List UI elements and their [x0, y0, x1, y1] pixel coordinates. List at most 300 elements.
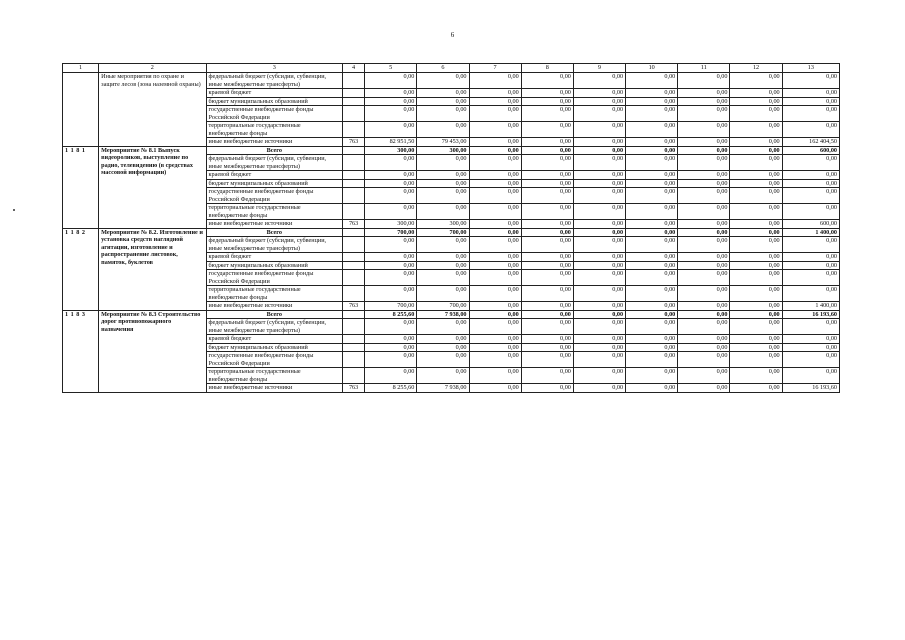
year-value: 0,00: [730, 179, 782, 188]
year-value: 0,00: [626, 368, 678, 384]
total-value: 600,00: [782, 146, 839, 155]
year-value: 0,00: [417, 122, 469, 138]
year-value: 0,00: [469, 335, 521, 344]
year-value: 0,00: [417, 171, 469, 180]
year-value: 0,00: [573, 89, 625, 98]
year-value: 0,00: [417, 179, 469, 188]
total-value: 1 400,00: [782, 302, 839, 311]
year-value: 0,00: [573, 237, 625, 253]
year-value: 0,00: [730, 122, 782, 138]
year-value: 0,00: [626, 106, 678, 122]
year-value: 0,00: [678, 253, 730, 262]
year-value: 0,00: [626, 204, 678, 220]
funding-source: территориальные государственные внебюджетные фонды: [206, 122, 343, 138]
year-value: 0,00: [469, 171, 521, 180]
year-value: 0,00: [730, 138, 782, 147]
year-value: 0,00: [678, 302, 730, 311]
year-value: 0,00: [469, 220, 521, 229]
year-value: 0,00: [573, 122, 625, 138]
year-value: 0,00: [573, 155, 625, 171]
year-value: 0,00: [626, 73, 678, 89]
year-value: 0,00: [730, 188, 782, 204]
year-value: 0,00: [573, 146, 625, 155]
year-value: 0,00: [365, 89, 417, 98]
year-value: 0,00: [469, 73, 521, 89]
year-value: 0,00: [521, 106, 573, 122]
year-value: 0,00: [626, 302, 678, 311]
year-value: 0,00: [469, 319, 521, 335]
year-value: 0,00: [365, 179, 417, 188]
year-value: 82 951,50: [365, 138, 417, 147]
funding-source: иные внебюджетные источники: [206, 138, 343, 147]
year-value: 0,00: [730, 368, 782, 384]
year-value: 0,00: [573, 228, 625, 237]
year-value: 0,00: [573, 319, 625, 335]
year-value: 0,00: [730, 204, 782, 220]
year-value: 700,00: [365, 228, 417, 237]
column-header: 11: [678, 64, 730, 73]
year-value: 0,00: [626, 384, 678, 393]
funding-source: бюджет муниципальных образований: [206, 97, 343, 106]
funding-source: территориальные государственные внебюджетные фонды: [206, 368, 343, 384]
year-value: 0,00: [730, 302, 782, 311]
year-value: 0,00: [573, 253, 625, 262]
year-value: 0,00: [521, 73, 573, 89]
year-value: 0,00: [365, 270, 417, 286]
year-value: 0,00: [365, 368, 417, 384]
funding-source: краевой бюджет: [206, 253, 343, 262]
budget-code: [343, 146, 365, 155]
funding-source: Всего: [206, 310, 343, 319]
funding-source: государственные внебюджетные фонды Российской Федерации: [206, 270, 343, 286]
funding-source: бюджет муниципальных образований: [206, 261, 343, 270]
budget-code: [343, 310, 365, 319]
column-header: 3: [206, 64, 343, 73]
year-value: 300,00: [365, 220, 417, 229]
year-value: 0,00: [626, 146, 678, 155]
year-value: 0,00: [521, 237, 573, 253]
year-value: 0,00: [573, 220, 625, 229]
year-value: 0,00: [521, 220, 573, 229]
year-value: 0,00: [730, 171, 782, 180]
year-value: 0,00: [365, 122, 417, 138]
year-value: 0,00: [573, 343, 625, 352]
year-value: 0,00: [678, 179, 730, 188]
funding-source: государственные внебюджетные фонды Российской Федерации: [206, 352, 343, 368]
year-value: 0,00: [573, 368, 625, 384]
year-value: 0,00: [521, 179, 573, 188]
year-value: 0,00: [678, 171, 730, 180]
year-value: 0,00: [573, 310, 625, 319]
budget-code: [343, 73, 365, 89]
year-value: 0,00: [417, 97, 469, 106]
budget-code: [343, 368, 365, 384]
year-value: 0,00: [678, 138, 730, 147]
column-header: 2: [99, 64, 206, 73]
measure-name: Иные мероприятия по охране и защите лесов (зона наземной охраны): [99, 73, 206, 147]
year-value: 0,00: [678, 335, 730, 344]
year-value: 0,00: [365, 237, 417, 253]
total-value: 0,00: [782, 286, 839, 302]
column-header: 12: [730, 64, 782, 73]
column-header: 6: [417, 64, 469, 73]
year-value: 0,00: [417, 188, 469, 204]
year-value: 0,00: [417, 343, 469, 352]
year-value: 0,00: [365, 335, 417, 344]
funding-source: иные внебюджетные источники: [206, 220, 343, 229]
year-value: 0,00: [365, 286, 417, 302]
year-value: 0,00: [626, 319, 678, 335]
year-value: 0,00: [626, 237, 678, 253]
total-value: 0,00: [782, 343, 839, 352]
total-row: [63, 310, 840, 319]
year-value: 0,00: [521, 253, 573, 262]
budget-code: 763: [343, 220, 365, 229]
year-value: 0,00: [469, 122, 521, 138]
year-value: 0,00: [573, 97, 625, 106]
year-value: 0,00: [626, 155, 678, 171]
year-value: 0,00: [573, 188, 625, 204]
column-header: 4: [343, 64, 365, 73]
year-value: 0,00: [469, 343, 521, 352]
total-value: 0,00: [782, 352, 839, 368]
budget-code: [343, 188, 365, 204]
year-value: 0,00: [365, 253, 417, 262]
year-value: 0,00: [417, 155, 469, 171]
year-value: 0,00: [469, 352, 521, 368]
budget-table: [62, 63, 840, 393]
total-value: 0,00: [782, 204, 839, 220]
year-value: 0,00: [626, 171, 678, 180]
year-value: 0,00: [678, 261, 730, 270]
year-value: 0,00: [469, 204, 521, 220]
year-value: 0,00: [573, 302, 625, 311]
budget-code: [343, 352, 365, 368]
year-value: 0,00: [730, 253, 782, 262]
page-number: 6: [450, 31, 455, 39]
total-row: [63, 146, 840, 155]
year-value: 0,00: [521, 286, 573, 302]
year-value: 0,00: [678, 286, 730, 302]
year-value: 300,00: [365, 146, 417, 155]
year-value: 0,00: [365, 73, 417, 89]
funding-source: федеральный бюджет (субсидии, субвенции, иные межбюджетные трансферты): [206, 237, 343, 253]
total-value: 16 193,60: [782, 310, 839, 319]
year-value: 0,00: [730, 89, 782, 98]
year-value: 0,00: [521, 335, 573, 344]
year-value: 300,00: [417, 146, 469, 155]
year-value: 0,00: [469, 179, 521, 188]
budget-code: [343, 106, 365, 122]
year-value: 0,00: [469, 310, 521, 319]
total-value: 0,00: [782, 73, 839, 89]
budget-code: [343, 261, 365, 270]
total-value: 0,00: [782, 319, 839, 335]
year-value: 700,00: [417, 228, 469, 237]
budget-code: 763: [343, 302, 365, 311]
year-value: 0,00: [730, 335, 782, 344]
year-value: 0,00: [626, 261, 678, 270]
year-value: 0,00: [469, 146, 521, 155]
total-value: 0,00: [782, 237, 839, 253]
year-value: 0,00: [678, 97, 730, 106]
column-header: 7: [469, 64, 521, 73]
year-value: 0,00: [417, 261, 469, 270]
year-value: 0,00: [730, 270, 782, 286]
total-value: 0,00: [782, 253, 839, 262]
year-value: 0,00: [730, 97, 782, 106]
funding-source: федеральный бюджет (субсидии, субвенции, иные межбюджетные трансферты): [206, 155, 343, 171]
year-value: 0,00: [469, 368, 521, 384]
year-value: 0,00: [417, 253, 469, 262]
year-value: 0,00: [417, 286, 469, 302]
year-value: 0,00: [417, 237, 469, 253]
column-header: 13: [782, 64, 839, 73]
header-row: [63, 64, 840, 73]
total-value: 0,00: [782, 155, 839, 171]
table-row: [63, 73, 840, 89]
year-value: 0,00: [573, 204, 625, 220]
year-value: 0,00: [626, 343, 678, 352]
measure-code: [63, 73, 99, 147]
total-value: 0,00: [782, 261, 839, 270]
measure-code: 1 1 8 3: [63, 310, 99, 392]
year-value: 0,00: [417, 368, 469, 384]
year-value: 0,00: [730, 155, 782, 171]
year-value: 0,00: [678, 89, 730, 98]
total-value: 1 400,00: [782, 228, 839, 237]
year-value: 0,00: [678, 155, 730, 171]
year-value: 0,00: [730, 237, 782, 253]
year-value: 0,00: [469, 384, 521, 393]
column-header: 8: [521, 64, 573, 73]
budget-code: 763: [343, 384, 365, 393]
year-value: 0,00: [678, 270, 730, 286]
year-value: 0,00: [573, 270, 625, 286]
year-value: 0,00: [521, 343, 573, 352]
year-value: 0,00: [573, 286, 625, 302]
budget-code: [343, 343, 365, 352]
funding-source: территориальные государственные внебюджетные фонды: [206, 204, 343, 220]
total-value: 16 193,60: [782, 384, 839, 393]
budget-code: [343, 335, 365, 344]
year-value: 0,00: [365, 261, 417, 270]
budget-code: [343, 228, 365, 237]
column-header: 9: [573, 64, 625, 73]
year-value: 0,00: [469, 270, 521, 286]
budget-code: 763: [343, 138, 365, 147]
year-value: 0,00: [417, 319, 469, 335]
total-value: 0,00: [782, 270, 839, 286]
year-value: 7 938,00: [417, 384, 469, 393]
year-value: 0,00: [626, 97, 678, 106]
year-value: 0,00: [573, 352, 625, 368]
funding-source: государственные внебюджетные фонды Российской Федерации: [206, 106, 343, 122]
year-value: 0,00: [626, 352, 678, 368]
total-value: 600,00: [782, 220, 839, 229]
budget-code: [343, 179, 365, 188]
year-value: 0,00: [678, 228, 730, 237]
year-value: 0,00: [521, 122, 573, 138]
year-value: 0,00: [521, 97, 573, 106]
year-value: 0,00: [521, 188, 573, 204]
year-value: 0,00: [365, 204, 417, 220]
total-value: 162 404,50: [782, 138, 839, 147]
year-value: 300,00: [417, 220, 469, 229]
year-value: 0,00: [730, 384, 782, 393]
funding-source: бюджет муниципальных образований: [206, 179, 343, 188]
year-value: 0,00: [678, 343, 730, 352]
year-value: 0,00: [521, 319, 573, 335]
year-value: 0,00: [521, 171, 573, 180]
year-value: 0,00: [521, 270, 573, 286]
year-value: 0,00: [417, 73, 469, 89]
year-value: 0,00: [417, 335, 469, 344]
budget-code: [343, 253, 365, 262]
column-header: 5: [365, 64, 417, 73]
year-value: 0,00: [417, 106, 469, 122]
total-value: 0,00: [782, 188, 839, 204]
funding-source: иные внебюджетные источники: [206, 302, 343, 311]
year-value: 0,00: [678, 188, 730, 204]
year-value: 0,00: [730, 286, 782, 302]
year-value: 0,00: [626, 89, 678, 98]
year-value: 0,00: [469, 97, 521, 106]
funding-source: краевой бюджет: [206, 335, 343, 344]
year-value: 0,00: [469, 253, 521, 262]
year-value: 0,00: [626, 188, 678, 204]
year-value: 0,00: [469, 155, 521, 171]
year-value: 0,00: [730, 343, 782, 352]
year-value: 0,00: [730, 228, 782, 237]
budget-code: [343, 237, 365, 253]
year-value: 0,00: [678, 106, 730, 122]
total-value: 0,00: [782, 106, 839, 122]
year-value: 0,00: [521, 352, 573, 368]
year-value: 0,00: [626, 179, 678, 188]
year-value: 0,00: [678, 73, 730, 89]
budget-code: [343, 270, 365, 286]
year-value: 0,00: [469, 302, 521, 311]
year-value: 0,00: [730, 261, 782, 270]
total-value: 0,00: [782, 122, 839, 138]
year-value: 0,00: [521, 204, 573, 220]
year-value: 0,00: [469, 261, 521, 270]
measure-code: 1 1 8 1: [63, 146, 99, 228]
year-value: 0,00: [521, 261, 573, 270]
year-value: 0,00: [626, 335, 678, 344]
year-value: 0,00: [573, 73, 625, 89]
year-value: 0,00: [678, 352, 730, 368]
year-value: 0,00: [365, 352, 417, 368]
year-value: 0,00: [521, 384, 573, 393]
year-value: 0,00: [573, 335, 625, 344]
year-value: 0,00: [626, 220, 678, 229]
total-value: 0,00: [782, 179, 839, 188]
funding-source: государственные внебюджетные фонды Российской Федерации: [206, 188, 343, 204]
total-value: 0,00: [782, 171, 839, 180]
year-value: 79 453,00: [417, 138, 469, 147]
year-value: 0,00: [626, 253, 678, 262]
year-value: 0,00: [521, 146, 573, 155]
year-value: 0,00: [626, 122, 678, 138]
year-value: 0,00: [678, 368, 730, 384]
year-value: 0,00: [365, 106, 417, 122]
year-value: 0,00: [469, 188, 521, 204]
year-value: 0,00: [678, 122, 730, 138]
year-value: 0,00: [365, 171, 417, 180]
year-value: 0,00: [573, 261, 625, 270]
year-value: 0,00: [730, 220, 782, 229]
year-value: 7 938,00: [417, 310, 469, 319]
year-value: 0,00: [626, 138, 678, 147]
year-value: 0,00: [521, 155, 573, 171]
funding-source: территориальные государственные внебюджетные фонды: [206, 286, 343, 302]
year-value: 0,00: [469, 138, 521, 147]
year-value: 0,00: [469, 106, 521, 122]
funding-source: краевой бюджет: [206, 171, 343, 180]
year-value: 0,00: [730, 146, 782, 155]
year-value: 0,00: [469, 228, 521, 237]
funding-source: бюджет муниципальных образований: [206, 343, 343, 352]
year-value: 0,00: [469, 237, 521, 253]
year-value: 0,00: [730, 352, 782, 368]
year-value: 0,00: [417, 89, 469, 98]
funding-source: Всего: [206, 146, 343, 155]
year-value: 8 255,60: [365, 310, 417, 319]
year-value: 0,00: [730, 106, 782, 122]
year-value: 0,00: [573, 171, 625, 180]
year-value: 0,00: [678, 204, 730, 220]
year-value: 0,00: [573, 179, 625, 188]
year-value: 0,00: [626, 228, 678, 237]
year-value: 8 255,60: [365, 384, 417, 393]
measure-name: Мероприятие № 8.2. Изготовление и установка средств наглядной агитации, изготовление и распространение листовок, памяток, буклетов: [99, 228, 206, 310]
year-value: 0,00: [417, 270, 469, 286]
year-value: 0,00: [626, 310, 678, 319]
total-row: [63, 228, 840, 237]
year-value: 0,00: [469, 286, 521, 302]
funding-source: Всего: [206, 228, 343, 237]
budget-code: [343, 204, 365, 220]
year-value: 0,00: [365, 343, 417, 352]
funding-source: иные внебюджетные источники: [206, 384, 343, 393]
funding-source: федеральный бюджет (субсидии, субвенции, иные межбюджетные трансферты): [206, 73, 343, 89]
year-value: 0,00: [521, 138, 573, 147]
budget-code: [343, 171, 365, 180]
year-value: 0,00: [730, 73, 782, 89]
year-value: 0,00: [678, 237, 730, 253]
scan-dot: [13, 209, 15, 211]
year-value: 0,00: [730, 319, 782, 335]
budget-code: [343, 97, 365, 106]
funding-source: краевой бюджет: [206, 89, 343, 98]
budget-code: [343, 89, 365, 98]
year-value: 0,00: [573, 138, 625, 147]
total-value: 0,00: [782, 89, 839, 98]
year-value: 0,00: [521, 89, 573, 98]
measure-name: Мероприятие № 8.1 Выпуск видеороликов, выступление по радио, телевидению (в средствах массовой информации): [99, 146, 206, 228]
funding-source: федеральный бюджет (субсидии, субвенции, иные межбюджетные трансферты): [206, 319, 343, 335]
total-value: 0,00: [782, 97, 839, 106]
budget-code: [343, 122, 365, 138]
year-value: 0,00: [678, 319, 730, 335]
year-value: 0,00: [521, 310, 573, 319]
year-value: 0,00: [626, 286, 678, 302]
year-value: 0,00: [678, 310, 730, 319]
measure-name: Мероприятие № 8.3 Строительство дорог противопожарного назначения: [99, 310, 206, 392]
year-value: 0,00: [365, 155, 417, 171]
